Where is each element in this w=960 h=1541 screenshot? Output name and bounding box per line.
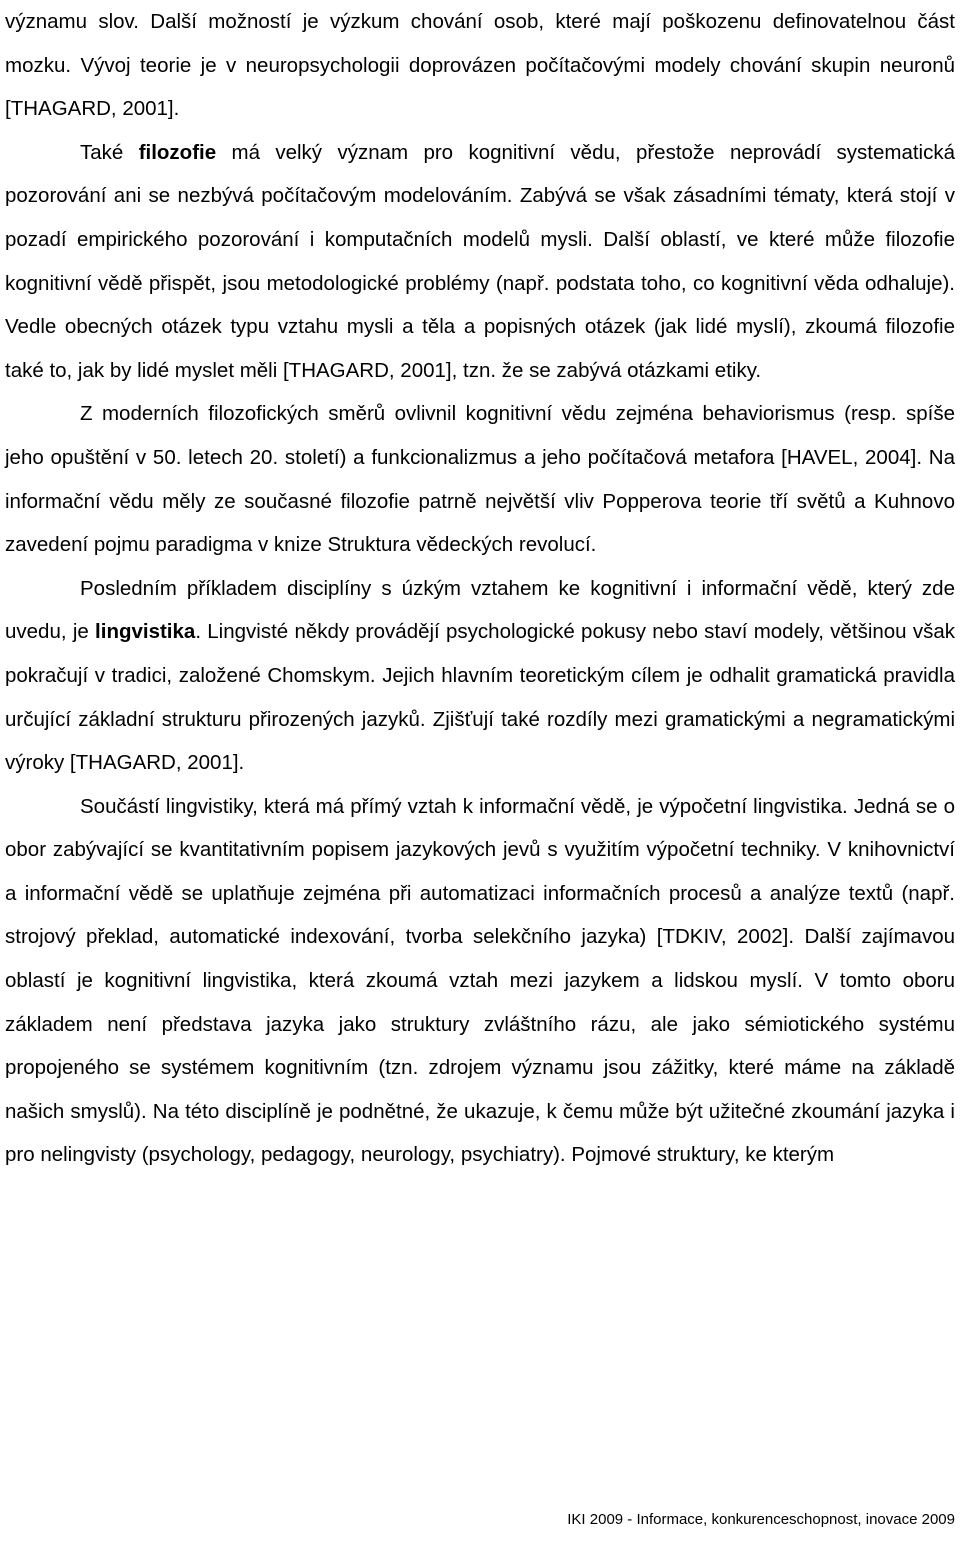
bold-term: filozofie bbox=[138, 140, 217, 164]
paragraph bbox=[5, 785, 955, 1177]
paragraph bbox=[5, 0, 955, 131]
paragraph bbox=[5, 392, 955, 566]
text-run: Posledním příkladem disciplíny s úzkým vztahem ke kognitivní i informační vědě, který zde uvedu, je bbox=[5, 576, 955, 644]
page-footer: IKI 2009 - Informace, konkurenceschopnost, inovace 2009 bbox=[567, 1511, 955, 1528]
text-run: Součástí lingvistiky, která má přímý vztah k informační vědě, je výpočetní lingvistika. Jedná se o obor zabývající se kvantitativním popisem jazykových jevů s využitím výpočetní techniky. V knihovnictví a informační vědě se uplatňuje zejména při automatizaci informačních procesů a analýze textů (např. strojový překlad, automatické indexování, tvorba selekčního jazyka) [TDKIV, 2002]. Další zajímavou oblastí je kognitivní lingvistika, která zkoumá vztah mezi jazykem a lidskou myslí. V tomto oboru základem není představa jazyka jako struktury zvláštního rázu, ale jako sémiotického systému propojeného se systémem kognitivním (tzn. zdrojem významu jsou zážitky, které máme na základě našich smyslů). Na této disciplíně je podnětné, že ukazuje, k čemu může být užitečné zkoumání jazyka i pro nelingvisty (psychology, pedagogy, neurology, psychiatry). Pojmové struktury, ke kterým bbox=[5, 794, 955, 1167]
document-body bbox=[5, 0, 955, 1177]
document-page bbox=[5, 0, 955, 1177]
paragraph bbox=[5, 567, 955, 785]
text-run: Z moderních filozofických směrů ovlivnil kognitivní vědu zejména behaviorismus (resp. spíše jeho opuštění v 50. letech 20. století) a funkcionalizmus a jeho počítačová metafora [HAVEL, 2004]. Na informační vědu měly ze současné filozofie patrně největší vliv Popperova teorie tří světů a Kuhnovo zavedení pojmu paradigma v knize Struktura vědeckých revolucí. bbox=[5, 402, 955, 557]
text-run: významu slov. Další možností je výzkum chování osob, které mají poškozenu definovatelnou část mozku. Vývoj teorie je v neuropsychologii doprovázen počítačovými modely chování skupin neuronů [THAGARD, 2001]. bbox=[5, 10, 955, 121]
text-run: . Lingvisté někdy provádějí psychologické pokusy nebo staví modely, většinou však pokračují v tradici, založené Chomskym. Jejich hlavním teoretickým cílem je odhalit gramatická pravidla určující základní strukturu přirozených jazyků. Zjišťují také rozdíly mezi gramatickými a negramatickými výroky [THAGARD, 2001]. bbox=[5, 620, 955, 775]
bold-term: lingvistika bbox=[95, 620, 196, 644]
paragraph bbox=[5, 131, 955, 393]
text-run: má velký význam pro kognitivní vědu, přestože neprovádí systematická pozorování ani se nezbývá počítačovým modelováním. Zabývá se však zásadními tématy, která stojí v pozadí empirického pozorování i komputačních modelů mysli. Další oblastí, ve které může filozofie kognitivní vědě přispět, jsou metodologické problémy (např. podstata toho, co kognitivní věda odhaluje). Vedle obecných otázek typu vztahu mysli a těla a popisných otázek (jak lidé myslí), zkoumá filozofie také to, jak by lidé myslet měli [THAGARD, 2001], tzn. že se zabývá otázkami etiky. bbox=[5, 140, 955, 382]
text-run: Také bbox=[80, 140, 139, 164]
